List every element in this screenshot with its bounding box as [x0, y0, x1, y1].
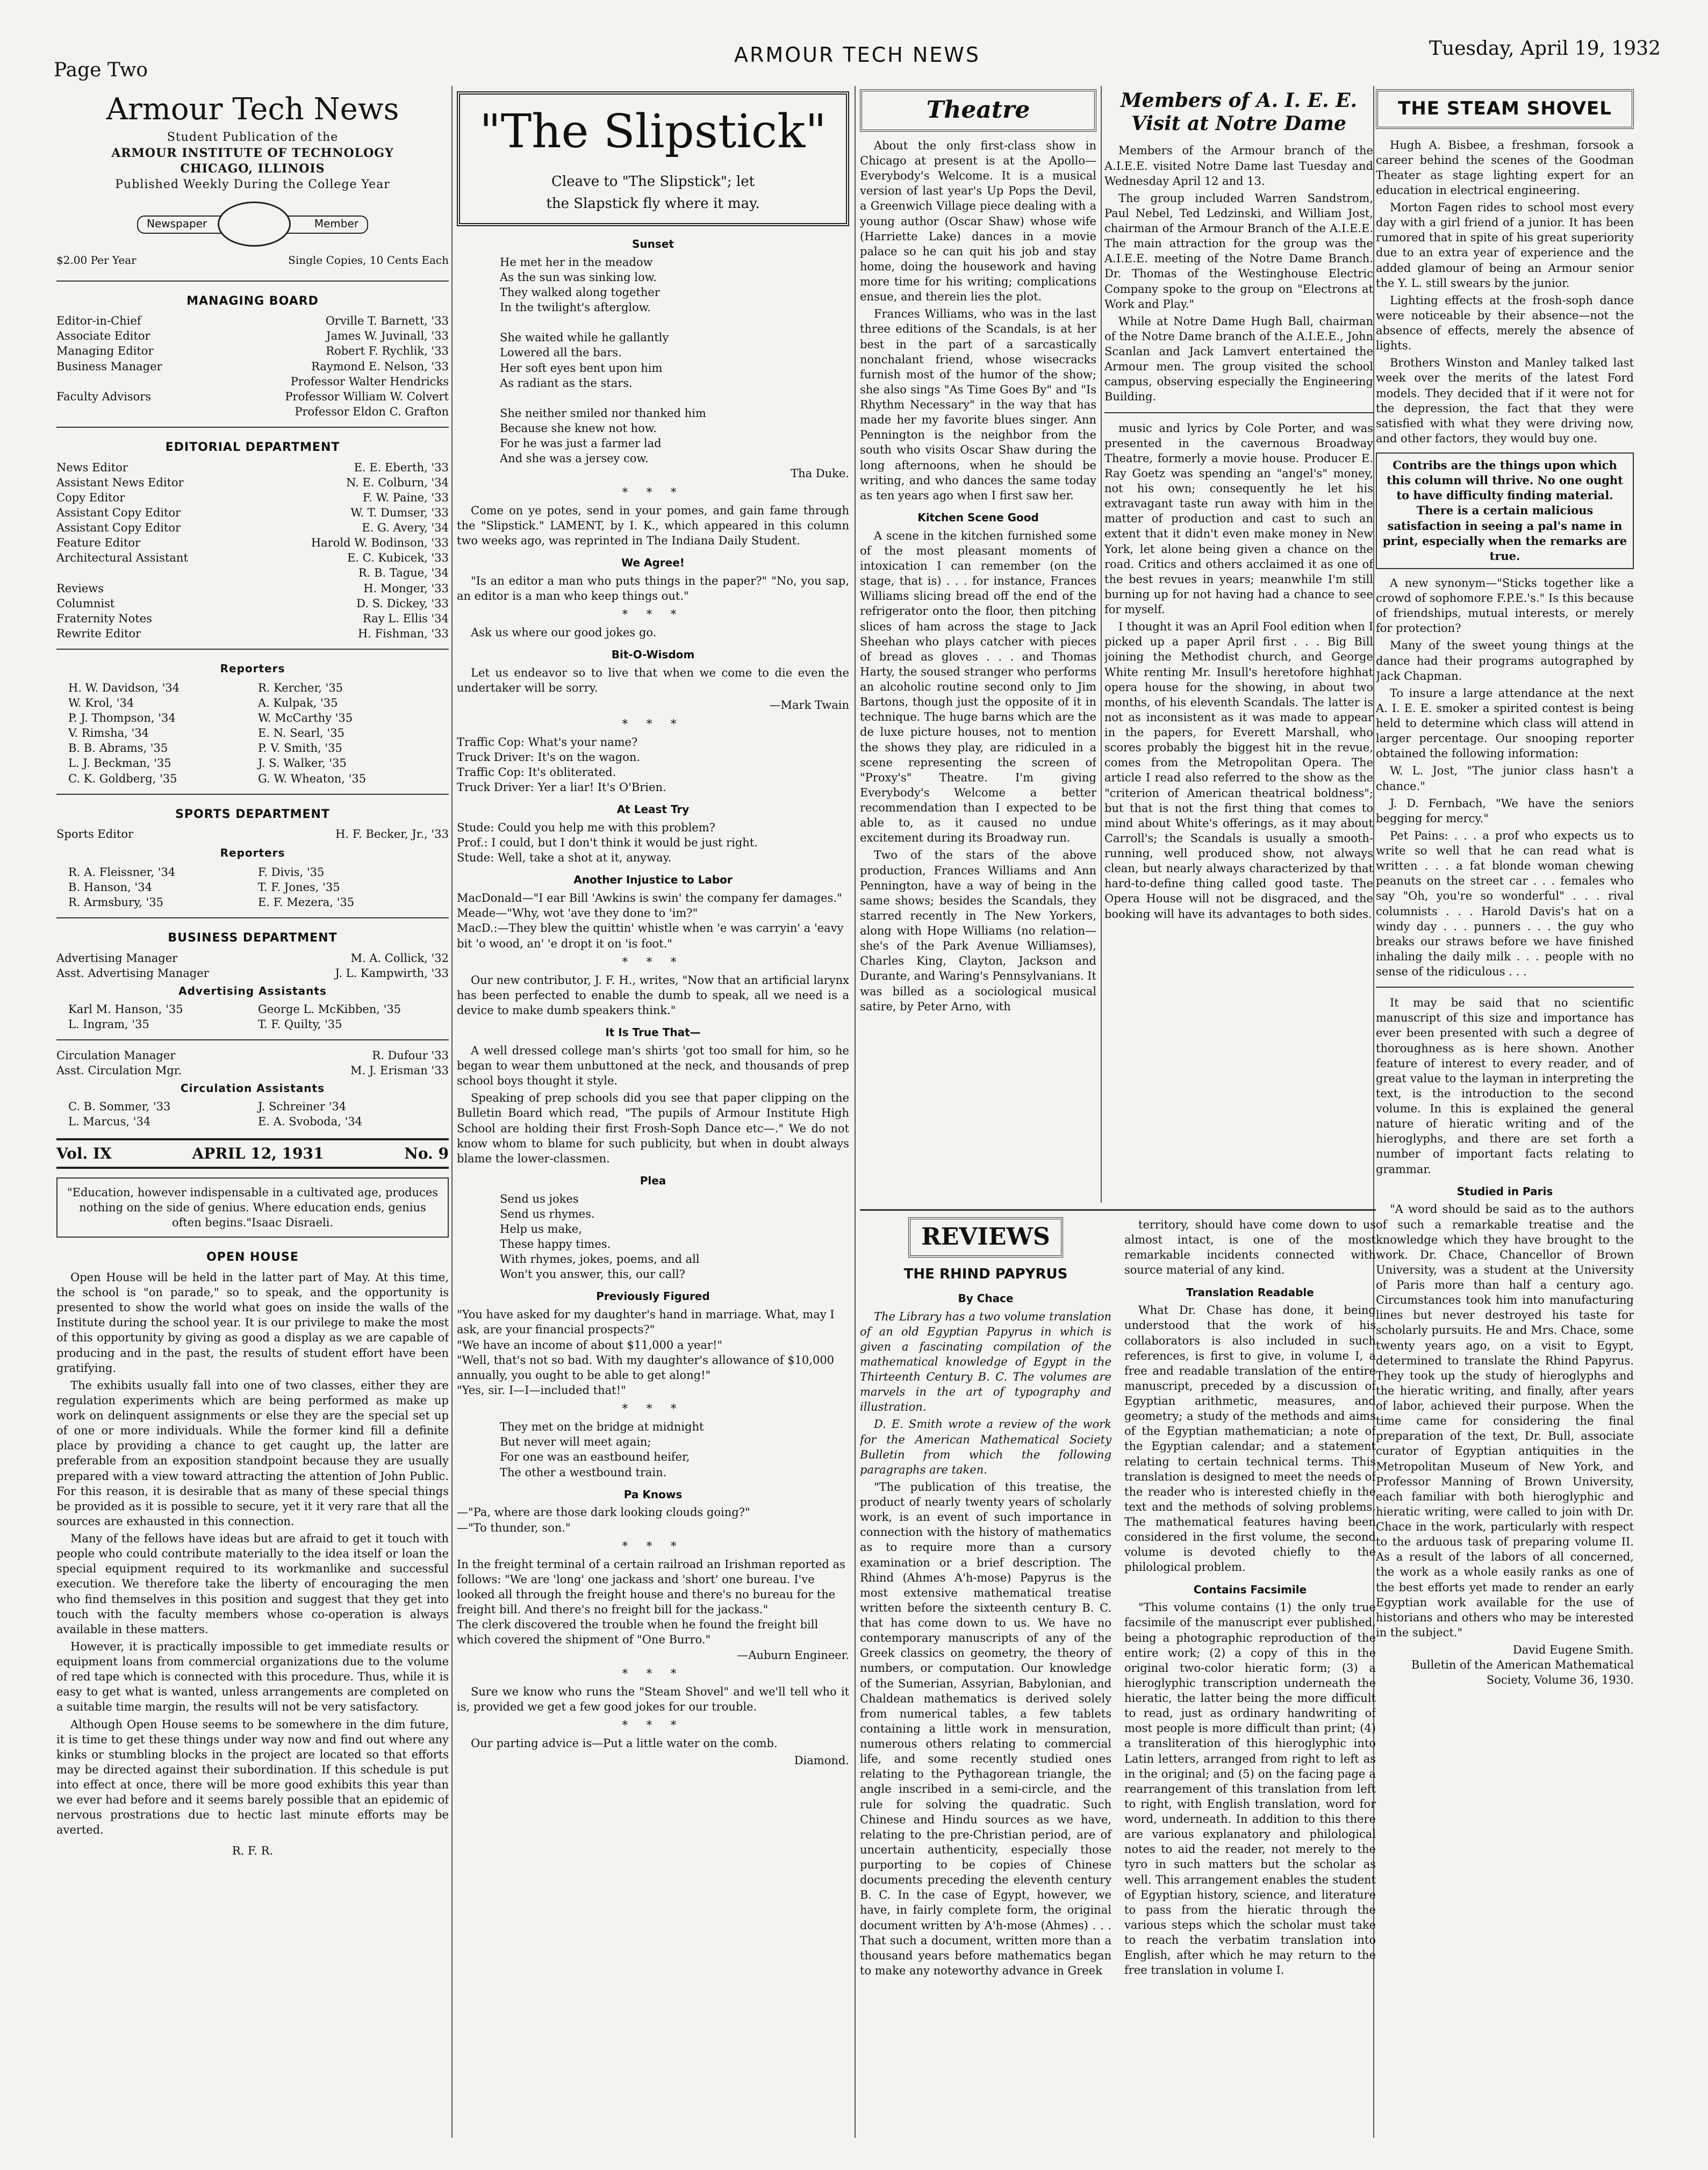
staff-name: R. Armsbury, '35 — [68, 896, 163, 909]
staff-row — [56, 1048, 449, 1063]
slipstick-banner — [457, 91, 849, 226]
paragraph: Although Open House seems to be somewhere in the dim future, it is time to get these things under way now and find out where any kinks or stumbling blocks in the project are located so that efforts may be directed against their subordination. If this schedule is put into effect at once, there will be more good exhibits this year than we ever had before and it seems barely possible that an epidemic of nervous prostrations due to hectic last minute efforts may be averted. — [56, 1718, 449, 1837]
issue-date: Tuesday, April 19, 1932 — [1429, 38, 1661, 60]
paragraph: About the only first-class show in Chicago at present is at the Apollo—Everybody's Welcome. It is a musical version of last year's Up Pops the Devil, a Greenwich Village piece dealing with a young author (Oscar Shaw) whose wife (Harriette Lake) dances in a movie palace so he can quit his job and stay home, doing the housework and having more time for his writing; complications ensue, and therein lies the plot. — [860, 139, 1096, 304]
slipstick-motto: Cleave to "The Slipstick"; let — [551, 174, 755, 190]
review-sign: David Eugene Smith. — [1512, 1643, 1634, 1657]
staff-name: M. J. Erisman '33 — [350, 1064, 449, 1077]
paragraph: The group included Warren Sandstrom, Paul Nebel, Ted Ledzinski, and William Jost, chairman of the Armour Branch of the A.I.E.E. The main attraction for the group was the A.I.E.E. meeting of the Notre Dame Branch. Dr. Thomas of the Westinghouse Electric Company spoke to the group on "Electrons at Work and Play." — [1104, 191, 1373, 311]
openhouse-title: OPEN HOUSE — [206, 1251, 299, 1264]
separator: * * * — [622, 1539, 684, 1553]
true-text: A well dressed college man's shirts 'got too small for him, so he began to wear them unbuttoned at the neck, and thousands of prep school boys thought it style. — [457, 1044, 849, 1088]
reviews-title: REVIEWS — [908, 1217, 1063, 1258]
staff-name: F. Divis, '35 — [258, 866, 325, 879]
poem-stanza: She neither smiled nor thanked him Because she knew not how. For he was just a farmer lad And she was a jersey cow. — [500, 406, 706, 465]
staff-row — [56, 966, 449, 981]
paragraph: A scene in the kitchen furnished some of the most pleasant moments of intoxication I can remember (on the stage, that is) . . . for instance, Frances Williams slicing bread off the end of the refrigerator onto the floor, then pitching slices of ham across the stage to Jack Sheehan who plays catcher with pieces of bread as gloves . . . and Thomas Harty, the soused stranger who performs an alcoholic routine second only to Jim Bartons, though just the opposite of it in technique. The huge barns which are the de luxe picture houses, not to mention the shows they play, are ridiculed in a scene representing the screen of "Proxy's" Theatre. I'm giving Everybody's Welcome a better recommendation than I expected to be able to, as it caused no undue excitement during its Broadway run. — [860, 529, 1096, 845]
paragraph: Many of the sweet young things at the dance had their programs autographed by Jack Chapman. — [1376, 639, 1634, 682]
staff-name: E. A. Svoboda, '34 — [258, 1115, 362, 1129]
paragraph: A new synonym—"Sticks together like a crowd of sophomore F.P.E.'s." Is this because of friendships, mutual interests, or merely for protection? — [1376, 576, 1634, 635]
steam-shovel-column — [1376, 86, 1634, 2138]
staff-row — [56, 951, 449, 966]
press-seal-icon — [218, 202, 291, 247]
staff-role: Associate Editor — [56, 329, 150, 343]
bridge-poem: They met on the bridge at midnight But never will meet again; For one was an eastbound heifer, The other a westbound train. — [500, 1420, 704, 1479]
freight-sign: —Auburn Engineer. — [737, 1648, 849, 1662]
staff-name: L. Marcus, '34 — [68, 1115, 151, 1129]
least-title: At Least Try — [616, 803, 690, 816]
staff-name: R. B. Tague, '34 — [358, 566, 449, 580]
managing-title: MANAGING BOARD — [186, 294, 319, 308]
staff-name: W. Krol, '34 — [68, 696, 134, 709]
paris-title: Studied in Paris — [1456, 1184, 1553, 1198]
agree-joke: "Is an editor a man who puts things in the paper?" "No, you sap, an editor is a man who keep things out." — [457, 574, 849, 602]
separator: * * * — [622, 1666, 684, 1680]
paragraph: Pet Pains: . . . a prof who expects us to write so well that he can read what is written . . . a fat blonde woman chewing peanuts on the street car . . . females who say "Oh, you're so wonderful" . . . rival columnists . . . Harold Davis's hat on a windy day . . . punners . . . the guy who breaks our straws before we have finished inhaling the daily milk . . . people with no sense of the ridiculous . . . — [1376, 829, 1634, 979]
column-divider — [855, 86, 856, 2138]
staff-name: G. W. Wheaton, '35 — [258, 772, 367, 785]
staff-row — [56, 596, 449, 611]
paragraph: Brothers Winston and Manley talked last week over the merits of the latest Ford models. They decided that if it were not for the depression, the fact that they were satisfied with what they were driving now, and other factors, they would buy one. — [1376, 356, 1634, 445]
staff-row — [56, 1063, 449, 1078]
volume-bar — [56, 1138, 449, 1169]
poem-stanza: He met her in the meadow As the sun was sinking low. They walked along together In the twilight's afterglow. — [500, 255, 660, 314]
least-joke: Stude: Could you help me with this problem? Prof.: I could, but I don't think it would be just right. Stude: Well, take a shot at it, anyway. — [457, 821, 758, 865]
separator: * * * — [622, 608, 684, 621]
staff-name: E. C. Kubicek, '33 — [347, 551, 449, 565]
paragraph: Open House will be held in the latter part of May. At this time, the school is "on parade," so to speak, and the opportunity is presented to show the world what goes on inside the walls of the Institute during the school year. It is our privilege to make the most of this opportunity by giving as good a display as we are capable of producing and in the past, the results of student effort have been gratifying. — [56, 1270, 449, 1375]
review-source: Bulletin of the American Mathematical Society, Volume 36, 1930. — [1411, 1658, 1634, 1687]
staff-name: E. G. Avery, '34 — [362, 521, 449, 535]
paragraph: However, it is practically impossible to get immediate results or equipment loans from commercial organizations due to the volume of red tape which is connected with this procedure. Thus, while it is easy to get what is wanted, unless arrangements are completed on a suitable time margin, the results will not be very satisfactory. — [56, 1640, 449, 1714]
staff-name: B. B. Abrams, '35 — [68, 742, 168, 755]
circ-list — [56, 1048, 449, 1078]
staff-row — [56, 389, 449, 404]
staff-name: V. Rimsha, '34 — [68, 727, 149, 740]
freight-joke: In the freight terminal of a certain railroad an Irishman reported as follows: "We are 'long' one jackass and 'short' one bureau. I've looked all through the freight house and there's no bureau for the freight bill. And there's no freight bill for the jackass." The clerk discovered the trouble when he found the freight bill which covered the shipment of "One Burro." — [457, 1557, 845, 1647]
staff-role: Assistant News Editor — [56, 476, 184, 489]
reviews-section — [860, 1217, 1376, 2138]
sunset-sign: Tha Duke. — [791, 467, 849, 480]
staff-name: Professor William W. Colvert — [285, 390, 449, 403]
staff-role: Asst. Advertising Manager — [56, 967, 209, 980]
staff-role: Fraternity Notes — [56, 612, 152, 625]
staff-name: T. F. Quilty, '35 — [258, 1018, 342, 1031]
review-para: territory, should have come down to us almost intact, is one of the most remarkable incidents connected with source material of any kind. — [1124, 1218, 1376, 1277]
column-divider — [1101, 86, 1102, 1203]
paragraph: J. D. Fernbach, "We have the seniors begging for mercy." — [1376, 796, 1634, 825]
sports-editor-name: H. F. Becker, Jr., '33 — [335, 828, 449, 841]
staff-role: Columnist — [56, 597, 115, 610]
paragraph: The exhibits usually fall into one of two classes, either they are regulation experiments which are being performed as make up work on delinquent assignments or else they are the special set up of one or more individuals. While the former kind fill a definite place by providing a chance to get caught up, the latter are preferable from an exposition standpoint because they are usually prepared with a view toward attracting the attention of John Public. For this reason, it is desirable that as many of these special things be provided as it is possible to secure, yet it it very rare that all the sources are exhausted in this connection. — [56, 1378, 449, 1528]
slipstick-note: Come on ye potes, send in your pomes, and gain fame through the "Slipstick." LAMENT, by I. K., which appeared in this column two weeks ago, was reprinted in The Indiana Daily Student. — [457, 504, 849, 547]
review-para: "A word should be said as to the authors of such a remarkable treatise and the knowledge which they have brought to the work. Dr. Chace, Chancellor of Brown University, was a student at the University of Paris more than half a century ago. Circumstances took him into manufacturing lines but never destroyed his taste for scholarly pursuits. He and Mrs. Chace, some twenty years ago, on a visit to Egypt, determined to translate the Rhind Papyrus. They took up the study of hieroglyphs and the hieratic writing, and finally, after years of labor, achieved their purpose. When the time came for considering the final preparation of the text, Dr. Bull, associate curator of Egyptian antiquities in the Metropolitan Museum of New York, and Professor Manning of Brown University, each familiar with both hieroglyphic and hieratic writing, were called to join with Dr. Chace in the work, particularly with respect to the arduous task of preparing volume II. As a result of the labors of all concerned, the work as a whole easily ranks as one of the best efforts yet made to render an early Egyptian work available for the use of historians and others who may be interested in the subject." — [1376, 1203, 1634, 1639]
staff-name: F. W. Paine, '33 — [362, 491, 449, 504]
staff-name: D. S. Dickey, '33 — [356, 597, 449, 610]
masthead-column — [56, 86, 449, 2138]
paragraph: music and lyrics by Cole Porter, and was presented in the cavernous Broadway Theatre, formerly a movie house. Producer E. Ray Goetz was spending an "angel's" money, not his own; consequently he let his extravagant taste run away with him in the matter of production and cast to such an extent that it didn't even make money in New York, let alone being given a chance on the road. Critics and others acclaimed it as one of the best revues in years; meanwhile I'm still burning up for not having had a chance to see for myself. — [1104, 421, 1373, 616]
business-title: BUSINESS DEPARTMENT — [168, 931, 338, 945]
separator: * * * — [622, 1719, 684, 1732]
injustice-joke: MacDonald—"I ear Bill 'Awkins is swin' the company fer damages." Meade—"Why, wot 'ave they done to 'im?" MacD.:—They blew the quittin' whistle when 'e was carryin' a 'eavy bit 'o wood, an' 'e dropt it on 'is foot." — [457, 892, 844, 950]
parting-advice: Our parting advice is—Put a little water on the comb. — [471, 1737, 778, 1750]
aiee-title-line: Visit at Notre Dame — [1131, 112, 1347, 135]
managing-list — [56, 313, 449, 419]
staff-name: C. K. Goldberg, '35 — [68, 772, 177, 785]
review-intro: D. E. Smith wrote a review of the work for the American Mathematical Society Bulletin from which the following paragraphs are taken. — [860, 1418, 1111, 1476]
slipstick-motto: the Slapstick fly where it may. — [546, 196, 760, 212]
sports-reporters-title: Reporters — [220, 846, 285, 860]
staff-name: Orville T. Barnett, '33 — [325, 314, 449, 328]
openhouse-body — [56, 1270, 449, 1838]
true-title: It Is True That— — [605, 1026, 701, 1039]
paragraph: I thought it was an April Fool edition when I picked up a paper April first . . . Big Bill joining the Methodist church, and George White renting Mr. Insull's heretofore highhat opera house for the showing, in about two months, of his eleventh Scandals. The latter is not as inconsistent as it was made to appear in the papers, for Everett Marshall, who scores probably the biggest hit in the revue, comes from the Metropolitan Opera. The article I read also referred to the show as the "criterion of American theatrical boldness"; but that is not the first thing that comes to mind about White's offerings, as it may about Carroll's; the Scandals is usually a smooth-running, well produced show, not always clean, but nearly always characterized by that hard-to-define thing called good taste. The Opera House will not be disgraced, and the booking will have its advantages to both sides. — [1104, 620, 1373, 921]
price-year: $2.00 Per Year — [56, 253, 137, 267]
paper-name: ARMOUR TECH NEWS — [734, 43, 980, 67]
book-title: THE RHIND PAPYRUS — [903, 1266, 1068, 1282]
traffic-joke: Traffic Cop: What's your name? Truck Driver: It's on the wagon. Traffic Cop: It's obliterated. Truck Driver: Yer a liar! It's O'Brien. — [457, 735, 666, 794]
masthead — [56, 86, 449, 273]
contribs-note: Contribs are the things upon which this column will thrive. No one ought to have difficulty finding material. There is a certain malicious satisfaction in seeing a pal's name in print, especially when the remarks are true. — [1376, 452, 1634, 569]
staff-role: Asst. Circulation Mgr. — [56, 1064, 182, 1077]
review-para: It may be said that no scientific manuscript of this size and importance has ever been presented with such a degree of thoroughness as is here shown. Another feature of interest to every reader, and of great value to the layman in interpreting the text, is the introduction to the second volume. In this is explained the general nature of hieratic writing and of the hieroglyphs, and there are set forth a number of important facts relating to grammar. — [1376, 996, 1634, 1176]
staff-role: Circulation Manager — [56, 1049, 176, 1062]
staff-role: Assistant Copy Editor — [56, 521, 181, 535]
masthead-line: Student Publication of the — [167, 131, 339, 145]
staff-name: P. V. Smith, '35 — [258, 742, 342, 755]
paragraph: Many of the fellows have ideas but are afraid to get it touch with people who could contribute materially to the idea itself or loan the special equipment required to its workmanlike and successful execution. We therefore take the liberty of encouraging the men who find themselves in this position and suggest that they get into touch with the faculty members whose co-operation is always available in these matters. — [56, 1532, 449, 1636]
business-list — [56, 951, 449, 981]
editorial-list — [56, 460, 449, 642]
staff-name: Harold W. Bodinson, '33 — [311, 536, 449, 550]
figured-title: Previously Figured — [596, 1290, 710, 1303]
staff-role: Reviews — [56, 581, 104, 595]
paragraph: Lighting effects at the frosh-soph dance were noticeable by their absence—not the absence of effects, merely the absence of lights. — [1376, 293, 1634, 353]
circ-grid — [56, 1099, 449, 1129]
openhouse-sign: R. F. R. — [232, 1844, 274, 1857]
staff-name: J. L. Kampwirth, '33 — [335, 967, 449, 980]
masthead-line: CHICAGO, ILLINOIS — [180, 161, 325, 176]
aiee-title — [1104, 89, 1373, 135]
staff-row — [56, 581, 449, 596]
separator: * * * — [622, 717, 684, 730]
badge-left: Newspaper — [147, 217, 207, 230]
review-intro: The Library has a two volume translation of an old Egyptian Papyrus in which is given a fascinating compilation of the mathematical knowledge of Egypt in the Thirteenth Century B. C. The volumes are marvels in the art of typography and illustration. — [860, 1310, 1111, 1414]
paragraph: Morton Fagen rides to school most every day with a girl friend of a junior. It has been rumored that in spite of his great superiority due to an extra year of experience and the added glamour of being an Armour senior the Y. L. still swears by the junior. — [1376, 201, 1634, 290]
staff-row — [56, 475, 449, 490]
staff-role: Faculty Advisors — [56, 390, 152, 403]
paragraph: Members of the Armour branch of the A.I.E.E. visited Notre Dame last Tuesday and Wednesday April 12 and 13. — [1104, 144, 1373, 188]
staff-name: H. Fishman, '33 — [357, 627, 449, 640]
staff-row — [56, 490, 449, 505]
theatre-column — [860, 86, 1096, 1203]
facsimile-title: Contains Facsimile — [1193, 1583, 1307, 1596]
paragraph: Two of the stars of the above production, Frances Williams and Ann Pennington, have a way of being in the same shows; besides the Scandals, they starred recently in The New Yorkers, along with Hope Williams (no relation—she's of the Park Avenue Williamses), Charles King, Clayton, Jackson and Durante, and Waring's Pennsylvanians. It was billed as a sociological musical satire, by Peter Arno, with — [860, 849, 1096, 1013]
page-number: Page Two — [54, 59, 148, 81]
staff-name: James W. Juvinall, '33 — [326, 329, 449, 343]
separator: * * * — [622, 955, 684, 968]
theatre-continued — [1104, 421, 1373, 922]
shovel-note: Sure we know who runs the "Steam Shovel" and we'll tell who it is, provided we get a few good jokes for our trouble. — [457, 1685, 849, 1713]
staff-name: N. E. Colburn, '34 — [346, 476, 449, 489]
masthead-line: Published Weekly During the College Year — [115, 178, 390, 192]
staff-name: J. Schreiner '34 — [258, 1100, 347, 1113]
sports-grid — [56, 865, 449, 910]
theatre-title: Theatre — [860, 89, 1096, 132]
staff-row — [56, 520, 449, 535]
paragraph: Frances Williams, who was in the last three editions of the Scandals, is at her best in the part of a sarcastically nonchalant friend, whose wisecracks furnish most of the humor of the show; she also sings "As Time Goes By" and "Is Rhythm Necessary" in the way that has made her my favorite blues singer. Ann Pennington is the neighbor from the south who visits Oscar Shaw during the long afternoons, when he should be writing, and who dances the same today as ten years ago when I first saw her. — [860, 307, 1096, 502]
staff-name: E. N. Searl, '35 — [258, 727, 345, 740]
staff-name: C. B. Sommer, '33 — [68, 1100, 171, 1113]
staff-role: Architectural Assistant — [56, 551, 188, 565]
agree-title: We Agree! — [621, 556, 685, 570]
staff-row — [56, 359, 449, 374]
plea-title: Plea — [640, 1174, 666, 1187]
staff-name: Raymond E. Nelson, '33 — [311, 360, 449, 373]
theatre-body-2 — [860, 528, 1096, 1014]
staff-role: Managing Editor — [56, 344, 154, 358]
staff-name: H. W. Davidson, '34 — [68, 681, 180, 694]
page-header — [54, 38, 1661, 81]
reviews-divider — [860, 1209, 1376, 1211]
staff-name: Karl M. Hanson, '35 — [68, 1002, 183, 1016]
disraeli-quote: "Education, however indispensable in a cultivated age, produces nothing on the side of genius. Where education ends, genius often begins."Isaac Disraeli. — [56, 1177, 449, 1238]
staff-role: News Editor — [56, 461, 128, 474]
staff-row — [56, 550, 449, 565]
true-text: Speaking of prep schools did you see that paper clipping on the Bulletin Board which read, "The pupils of Armour Institute High School are holding their first Frosh-Soph Dance etc—." We do not know whom to blame for such publicity, but when in doubt always blame the lower-classmen. — [457, 1091, 849, 1165]
adv-title: Advertising Assistants — [178, 985, 327, 998]
staff-row — [56, 404, 449, 419]
poem-stanza: She waited while he gallantly Lowered all the bars. Her soft eyes bent upon him As radiant as the stars. — [500, 331, 669, 390]
staff-name: E. F. Mezera, '35 — [258, 896, 355, 909]
staff-name: L. Ingram, '35 — [68, 1018, 149, 1031]
staff-row — [56, 328, 449, 343]
staff-role: Feature Editor — [56, 536, 141, 550]
staff-name: E. E. Eberth, '33 — [354, 461, 449, 474]
paragraph: While at Notre Dame Hugh Ball, chairman of the Notre Dame branch of the A.I.E.E., John Scanlan and Jack Lamvert entertained the Armour men. The group visited the school campus, observing especially the Engineering Building. — [1104, 314, 1373, 404]
staff-role: Rewrite Editor — [56, 627, 141, 640]
staff-role: Assistant Copy Editor — [56, 506, 181, 519]
theatre-body — [860, 138, 1096, 503]
staff-role: Editor-in-Chief — [56, 314, 141, 328]
wisdom-text: Let us endeavor so to live that when we come to die even the undertaker will be sorry. — [457, 666, 849, 695]
injustice-title: Another Injustice to Labor — [573, 873, 733, 887]
shovel-items — [1376, 138, 1634, 447]
press-badge — [137, 202, 368, 245]
staff-name: R. A. Fleissner, '34 — [68, 866, 176, 879]
shovel-items-2 — [1376, 576, 1634, 979]
aiee-column — [1104, 86, 1373, 1203]
reporters-title: Reporters — [220, 662, 285, 676]
staff-row — [56, 343, 449, 358]
staff-role: Advertising Manager — [56, 951, 178, 965]
pa-joke: —"Pa, where are those dark looking clouds going?" —"To thunder, son." — [457, 1506, 750, 1534]
staff-name: L. J. Beckman, '35 — [68, 757, 171, 770]
staff-name: B. Hanson, '34 — [68, 881, 152, 894]
slipstick-title: "The Slipstick" — [479, 105, 827, 159]
staff-row — [56, 626, 449, 641]
issue-number: No. 9 — [404, 1144, 449, 1162]
staff-name: M. A. Collick, '32 — [350, 951, 449, 965]
vol-number: Vol. IX — [56, 1144, 112, 1162]
review-byline: By Chace — [958, 1291, 1014, 1305]
readable-title: Translation Readable — [1186, 1285, 1314, 1299]
staff-row — [56, 313, 449, 328]
staff-row — [56, 374, 449, 389]
staff-row — [56, 565, 449, 580]
adv-grid — [56, 1002, 449, 1032]
editorial-title: EDITORIAL DEPARTMENT — [165, 441, 340, 455]
vol-date: APRIL 12, 1931 — [192, 1144, 324, 1162]
staff-name: R. Kercher, '35 — [258, 681, 343, 694]
sunset-title: Sunset — [632, 237, 674, 250]
plea-poem: Send us jokes Send us rhymes. Help us make, These happy times. With rhymes, jokes, poems, and all Won't you answer, this, our call? — [500, 1192, 700, 1281]
parting-sign: Diamond. — [794, 1754, 849, 1767]
staff-name: T. F. Jones, '35 — [258, 881, 340, 894]
masthead-line: ARMOUR INSTITUTE OF TECHNOLOGY — [111, 146, 394, 160]
staff-role: Business Manager — [56, 360, 162, 373]
aiee-title-line: Members of A. I. E. E. — [1120, 89, 1358, 112]
masthead-title: Armour Tech News — [106, 92, 399, 127]
staff-row — [56, 611, 449, 626]
review-para: "The publication of this treatise, the product of nearly twenty years of scholarly work, is an event of such importance in connection with the history of mathematics as to require more than a cursory examination or a brief description. The Rhind (Ahmes A'h-mose) Papyrus is the most extensive mathematical treatise written before the sixteenth century B. C. that has come down to us. We have no contemporary manuscripts of any of the Greek classics on geometry, the theory of numbers, or computation. Our knowledge of the Sumerian, Assyrian, Babylonian, and Chaldean mathematics is derived solely from numerical tables, a few tablets containing a little work in mensuration, numerous others relating to commercial life, and some recently studied ones relating to the Pythagorean triangle, the angle inscribed in a semi-circle, and the rule for solving the quadratic. Such Chinese and Hindu sources as we have, relating to the pre-Christian period, are of uncertain authenticity, especially those purporting to be copies of Chinese documents preceding the eleventh century B. C. In the case of Egypt, however, we have, in fairly complete form, the original document written by A'h-mose (Ahmes) . . . That such a document, written more than a thousand years before mathematics began to make any noteworthy advance in Greek — [860, 1480, 1111, 1977]
staff-row — [56, 505, 449, 520]
price-single: Single Copies, 10 Cents Each — [288, 253, 449, 267]
wisdom-title: Bit-O-Wisdom — [611, 648, 695, 662]
staff-row — [56, 460, 449, 475]
paragraph: To insure a large attendance at the next A. I. E. E. smoker a spirited contest is being held to determine which class will attend in larger percentage. Our snooping reporter obtained the following information: — [1376, 686, 1634, 760]
staff-name: George L. McKibben, '35 — [258, 1002, 401, 1016]
staff-row — [56, 535, 449, 550]
review-para: "This volume contains (1) the only true facsimile of the manuscript ever published, being a photographic reproduction of the entire work; (2) a copy of this in the original two-color hieratic form; (3) a hieroglyphic transcription underneath the hieratic, the latter being the more difficult to read, just as ordinary handwriting of most people is more difficult than print; (4) a transliteration of this hieroglyphic into Latin letters, arranged from right to left as in the original; and (5) on the facing page a rearrangement of this translation from left to right, with English translation, word for word, underneath. In addition to this there are various explanatory and philological notes to aid the reader, not merely to the tyro in such matters but the scholar as well. This arrangement enables the student of Egyptian history, science, and literature to pass from the hieratic through the various steps which the scholar must take to reach the verbatim translation into English, after which he may return to the free translation in volume I. — [1124, 1601, 1376, 1977]
column-divider — [451, 86, 453, 2138]
staff-role: Copy Editor — [56, 491, 125, 504]
separator: * * * — [622, 1402, 684, 1415]
staff-name: A. Kulpak, '35 — [258, 696, 338, 709]
circ-title: Circulation Assistants — [180, 1082, 325, 1095]
aiee-body — [1104, 143, 1373, 404]
ask-line: Ask us where our good jokes go. — [471, 626, 657, 639]
separator: * * * — [622, 485, 684, 499]
kitchen-title: Kitchen Scene Good — [917, 511, 1039, 524]
sports-title: SPORTS DEPARTMENT — [175, 807, 330, 821]
paragraph: Hugh A. Bisbee, a freshman, forsook a career behind the scenes of the Goodman Theater as stage lighting expert for an education in electrical engineering. — [1376, 138, 1634, 197]
wisdom-sign: —Mark Twain — [769, 699, 849, 712]
staff-name: H. Monger, '33 — [363, 581, 449, 595]
staff-name: W. McCarthy '35 — [258, 712, 353, 725]
sports-editor-role: Sports Editor — [56, 828, 134, 841]
staff-name: W. T. Dumser, '33 — [350, 506, 449, 519]
staff-name: Professor Eldon C. Grafton — [295, 405, 449, 418]
reporters-grid — [56, 680, 449, 786]
staff-name: Robert F. Rychlik, '33 — [326, 344, 449, 358]
steam-shovel-title: THE STEAM SHOVEL — [1376, 89, 1634, 129]
staff-name: R. Dufour '33 — [372, 1049, 449, 1062]
contributor-note: Our new contributor, J. F. H., writes, "Now that an artificial larynx has been perfected to enable the dumb to speak, all we need is a device to make dumb speakers think." — [457, 973, 849, 1017]
paragraph: W. L. Jost, "The junior class hasn't a chance." — [1376, 764, 1634, 793]
pa-title: Pa Knows — [623, 1488, 683, 1501]
staff-name: Professor Walter Hendricks — [290, 375, 449, 388]
staff-name: Ray L. Ellis '34 — [362, 612, 449, 625]
badge-right: Member — [314, 217, 358, 230]
slipstick-column — [457, 86, 849, 2138]
figured-joke: "You have asked for my daughter's hand in marriage. What, may I ask, are your financial prospects?" "We have an income of about $11,000 a year!" "Well, that's not so bad. With my daughter's allowance of $10,000 annually, you ought to be able to get along!" "Yes, sir. I—I—included that!" — [457, 1308, 835, 1397]
review-para: What Dr. Chase has done, it being understood that the work of his collaborators is also included in such references, is first to give, in volume I, a free and readable translation of the entire manuscript, preceded by a discussion of Egyptian arithmetic, measures, and geometry; a study of the methods and aims of the Egyptian mathematician; a note of the Egyptian calendar; and a statement relating to certain technical terms. This translation is designed to meet the needs of the reader who is interested chiefly in the text and the methods of solving problems. The mathematical features having been considered in the first volume, the second volume is devoted chiefly to the philological problem. — [1124, 1304, 1376, 1574]
staff-name: P. J. Thompson, '34 — [68, 712, 176, 725]
staff-name: J. S. Walker, '35 — [258, 757, 347, 770]
